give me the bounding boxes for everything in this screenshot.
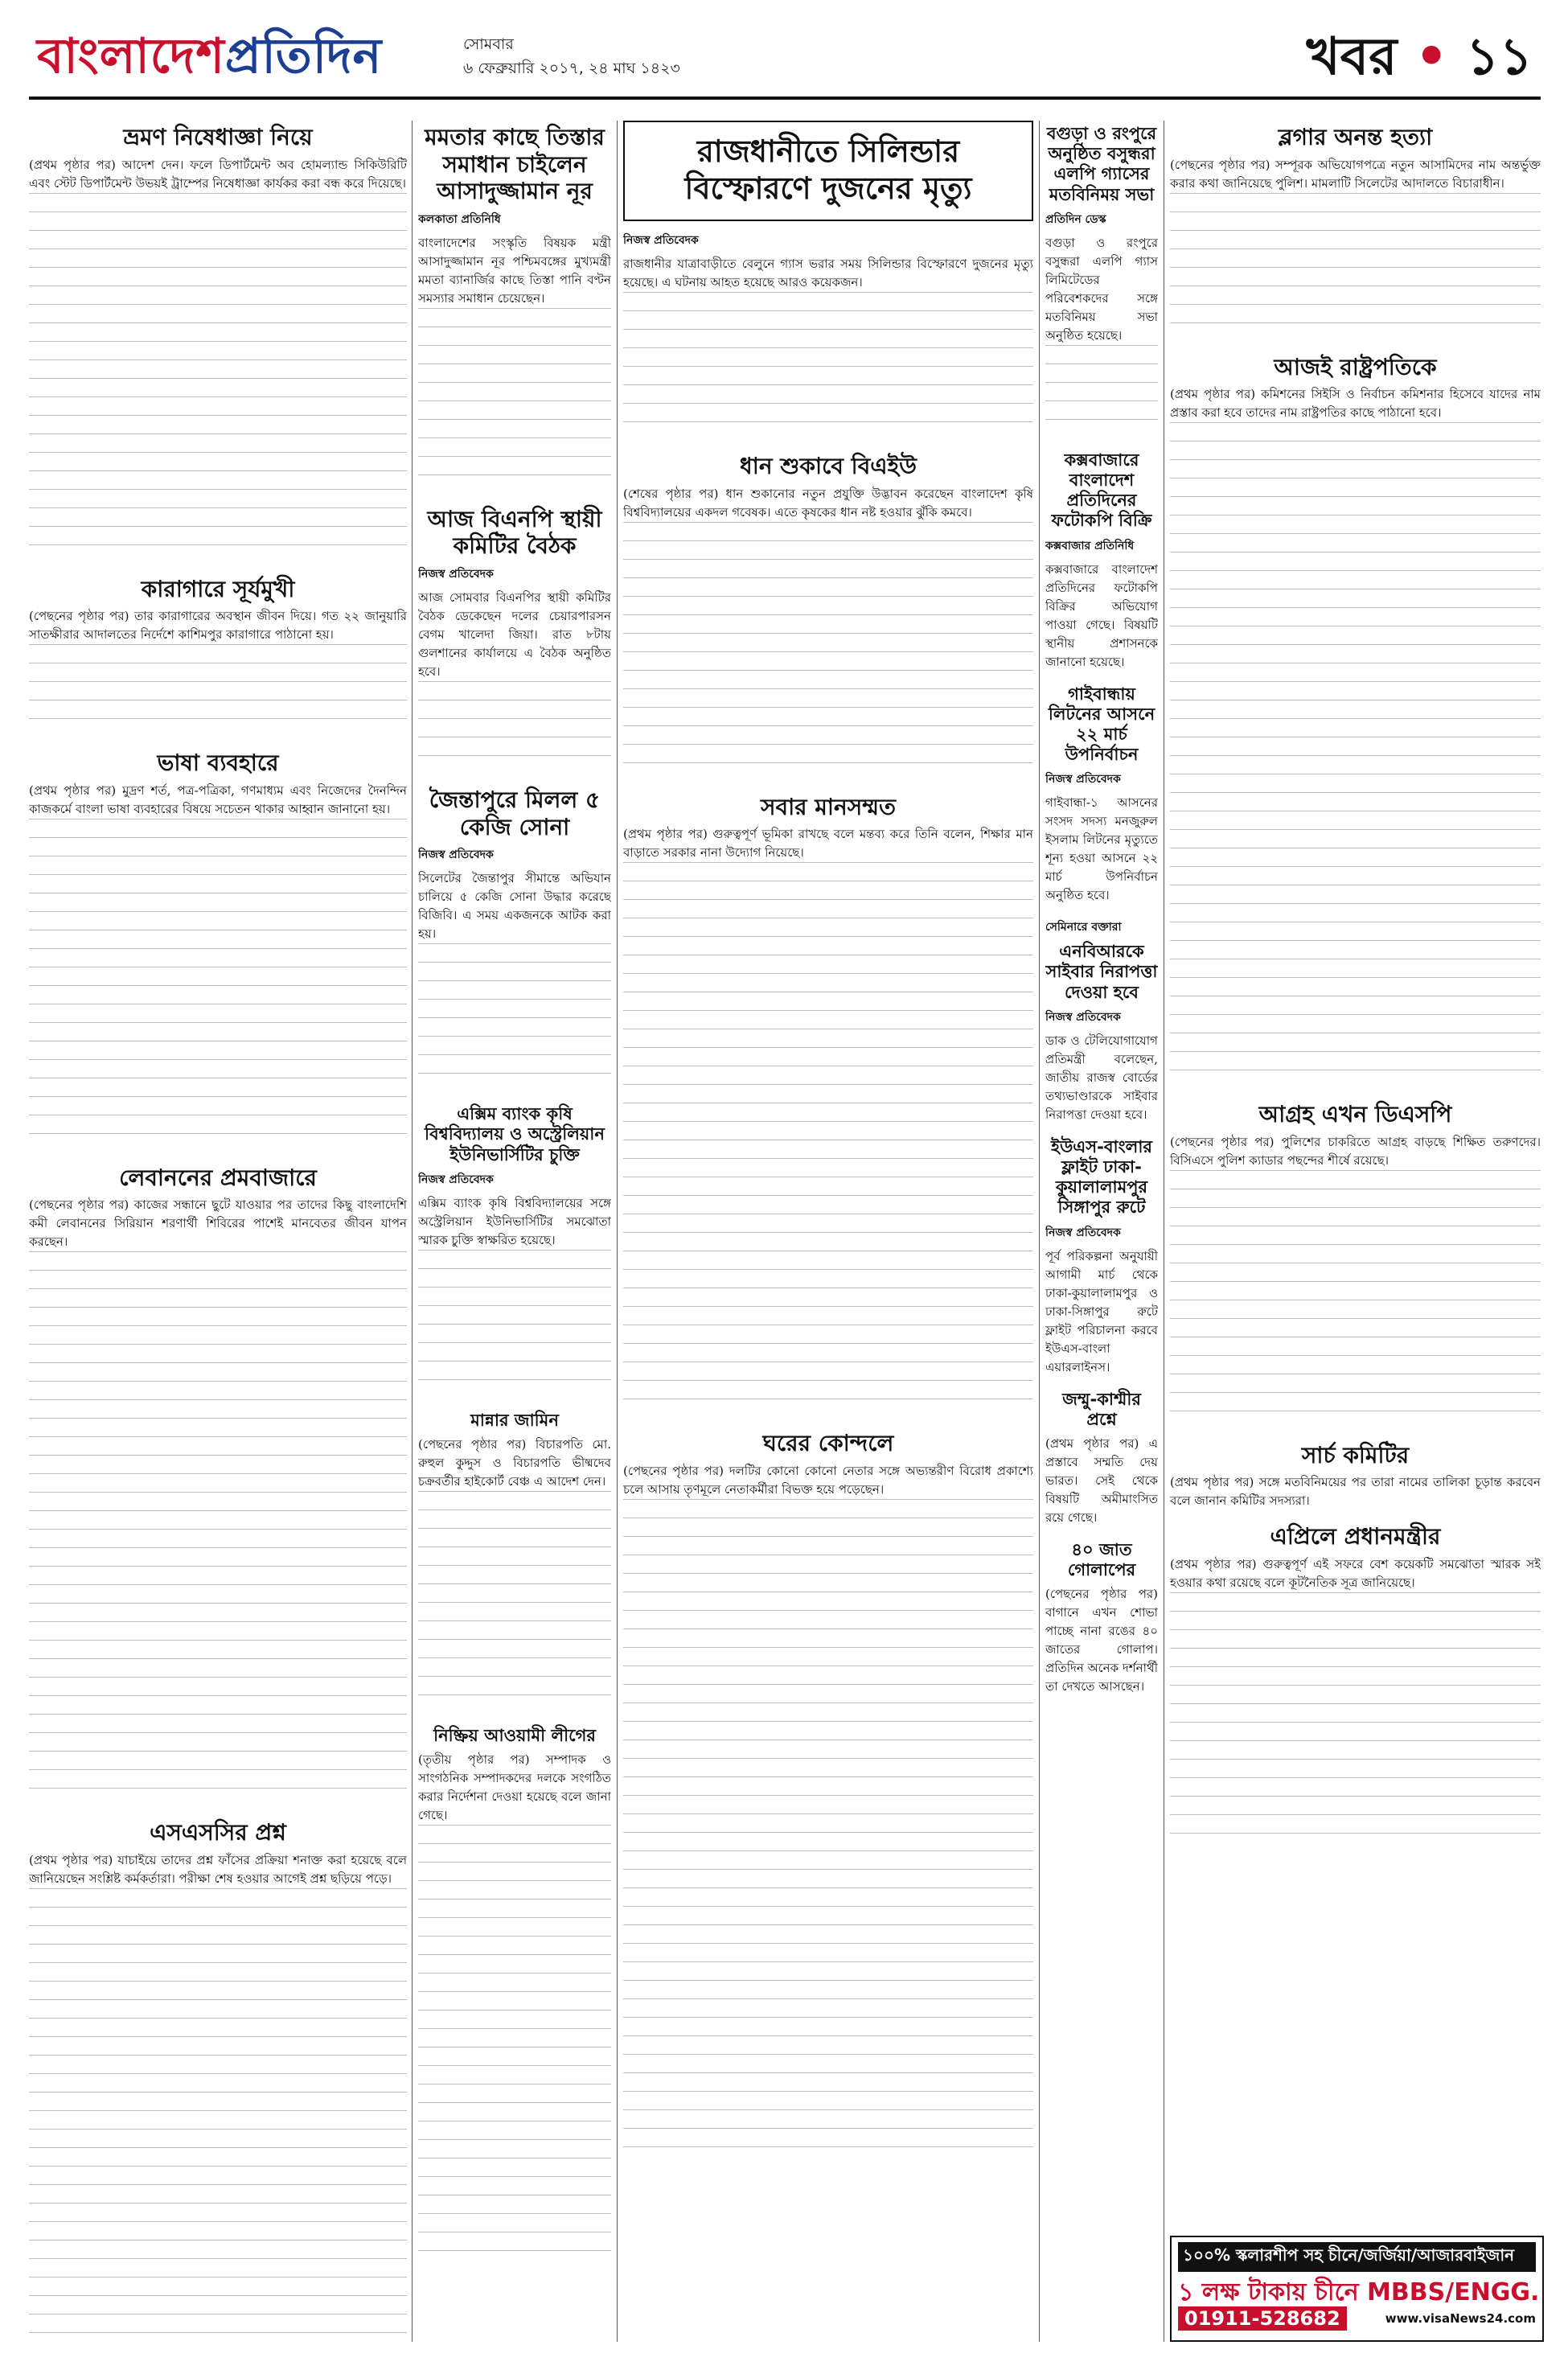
article-awami[interactable] (418, 1726, 611, 2269)
article-lead: (প্রথম পৃষ্ঠার পর) কমিশনের সিইসি ও নির্বাচন কমিশনার হিসেবে যাদের নাম প্রস্তাব করা হবে তাদের নাম রাষ্ট্রপতির কাছে পাঠানো হবে। (1170, 387, 1541, 421)
headline: কারাগারে সূর্যমুখী (141, 575, 295, 602)
byline: নিজস্ব প্রতিবেদক (1045, 1010, 1121, 1024)
article-lead: কক্সবাজারে বাংলাদেশ প্রতিদিনের ফটোকপি বিক্রির অভিযোগ পাওয়া গেছে। বিষয়টি স্থানীয় প্রশাসনকে জানানো হয়েছে। (1045, 561, 1158, 669)
article-blogger[interactable] (1170, 124, 1541, 341)
byline: নিজস্ব প্রতিবেদক (418, 567, 494, 581)
article-travel-ban[interactable] (29, 124, 407, 563)
headline: আজই রাষ্ট্রপতিকে (1274, 353, 1437, 380)
ad-website: www.visaNews24.com (1385, 2311, 1536, 2326)
page-number: ১১ (1465, 27, 1533, 87)
headline: মান্নার জামিন (470, 1410, 559, 1430)
ad-line-1: ১০০% স্কলারশীপ সহ চীনে/জর্জিয়া/আজারবাইজান (1178, 2242, 1536, 2272)
headline: এনবিআরকে সাইবার নিরাপত্তা দেওয়া হবে (1045, 942, 1158, 1002)
bullet-dot-icon: • (1414, 27, 1448, 87)
article-text-lines (29, 1251, 407, 1806)
column-4 (1045, 121, 1158, 2342)
article-text-lines (418, 1250, 611, 1398)
article-urgent[interactable] (1170, 1101, 1541, 1429)
headline: লেবাননের প্রমবাজারে (119, 1164, 317, 1191)
article-lead: (প্রথম পৃষ্ঠার পর) গুরুত্বপূর্ণ এই সফরে বেশ কয়েকটি সমঝোতা স্মারক সই হওয়ার কথা রয়েছে বলে কূটনৈতিক সূত্র জানিয়েছে। (1170, 1556, 1541, 1590)
article-lead: বাংলাদেশের সংস্কৃতি বিষয়ক মন্ত্রী আসাদুজ্জামান নূর পশ্চিমবঙ্গের মুখ্যমন্ত্রী মমতা ব্যানার্জির কাছে তিস্তা পানি বণ্টন সমস্যার সমাধান চেয়েছেন। (418, 235, 611, 306)
column-3 (623, 121, 1033, 2342)
article-lead: বগুড়া ও রংপুরে বসুন্ধরা এলপি গ্যাস লিমিটেডের পরিবেশকদের সঙ্গে মতবিনিময় সভা অনুষ্ঠিত হয়েছে। (1045, 235, 1158, 343)
article-lead: (প্রথম পৃষ্ঠার পর) সঙ্গে মতবিনিময়ের পর তারা নামের তালিকা চূড়ান্ত করবেন বলে জানান কমিটির সদস্যরা। (1170, 1475, 1541, 1509)
headline: সবার মানসম্মত (760, 793, 897, 820)
headline: জৈন্তাপুরে মিলল ৫ কেজি সোনা (429, 786, 601, 840)
headline: আজ বিএনপি স্থায়ী কমিটির বৈঠক (427, 505, 602, 560)
dateline (463, 32, 680, 80)
article-lead: পূর্ব পরিকল্পনা অনুযায়ী আগামী মার্চ থেকে ঢাকা-কুয়ালালামপুর ও ঢাকা-সিঙ্গাপুর রুটে ফ্লাইট পরিচালনা করবে ইউএস-বাংলা এয়ারলাইনস। (1045, 1248, 1158, 1374)
column-5 (1170, 121, 1541, 2221)
article-lead: (পেছনের পৃষ্ঠার পর) বাগানে এখন শোভা পাচ্ছে নানা রঙের ৪০ জাতের গোলাপ। প্রতিদিন অনেক দর্শনার্থী তা দেখতে আসছেন। (1045, 1587, 1158, 1694)
article-text-lines (1170, 1592, 1541, 1851)
headline: মমতার কাছে তিস্তার সমাধান চাইলেন আসাদুজ্জামান নূর (425, 124, 605, 205)
headline: ৪০ জাত গোলাপের (1067, 1539, 1136, 1580)
article-manna[interactable] (418, 1411, 611, 1713)
article-lead: রাজধানীর যাত্রাবাড়ীতে বেলুনে গ্যাস ভরার সময় সিলিন্ডার বিস্ফোরণে দুজনের মৃত্যু হয়েছে। এ ঘটনায় আহত হয়েছে আরও কয়েকজন। (623, 257, 1033, 290)
article-teesta[interactable] (418, 124, 611, 493)
article-lead: (পেছনের পৃষ্ঠার পর) বিচারপতি মো. রুহুল কুদ্দুস ও বিচারপতি ভীষ্মদেব চক্রবর্তীর হাইকোর্ট বেঞ্চ এ আদেশ দেন। (418, 1436, 611, 1489)
article-text-lines (29, 193, 407, 563)
article-text-lines (418, 1491, 611, 1713)
article-lead: আজ সোমবার বিএনপির স্থায়ী কমিটির বৈঠক ডেকেছেন দলের চেয়ারপারসন বেগম খালেদা জিয়া। রাত ৮টায় গুলশানের কার্যালয়ে এ বৈঠক অনুষ্ঠিত হবে। (418, 589, 611, 679)
article-lead: (প্রথম পৃষ্ঠার পর) এ প্রস্তাবে সম্মতি দেয় ভারত। সেই থেকে বিষয়টি অমীমাংসিত রয়ে গেছে। (1045, 1435, 1158, 1525)
date: ৬ ফেব্রুয়ারি ২০১৭, ২৪ মাঘ ১৪২৩ (463, 60, 680, 77)
headline: ধান শুকাবে বিএইউ (740, 453, 917, 480)
column-divider (1039, 121, 1040, 2342)
article-lead: এক্সিম ব্যাংক কৃষি বিশ্ববিদ্যালয়ের সঙ্গে অস্ট্রেলিয়ান ইউনিভার্সিটির সমঝোতা স্মারক চুক্তি স্বাক্ষরিত হয়েছে। (418, 1195, 611, 1247)
article-kashmir[interactable] (1045, 1390, 1158, 1527)
article-text-lines (623, 292, 1033, 440)
masthead (29, 11, 1541, 100)
headline: রাজধানীতে সিলিন্ডার বিস্ফোরণে দুজনের মৃত্যু (684, 133, 972, 206)
section-name: খবর (1306, 27, 1398, 87)
article-lead: (পেছনের পৃষ্ঠার পর) পুলিশের চাকরিতে আগ্রহ বাড়ছে শিক্ষিত তরুণদের। বিসিএসে পুলিশ ক্যাডার পছন্দের শীর্ষে রয়েছে। (1170, 1134, 1541, 1168)
headline: আগ্রহ এখন ডিএসপি (1258, 1101, 1452, 1128)
article-jail[interactable] (29, 576, 407, 737)
article-lead: (প্রথম পৃষ্ঠার পর) মুদ্রণ শর্ত, পত্র-পত্রিকা, গণমাধ্যম এবং নিজেদের দৈনন্দিন কাজকর্মে বাংলা ভাষা ব্যবহারের বিষয়ে সচেতন থাকার আহ্বান জানানো হয়। (29, 782, 407, 816)
weekday: সোমবার (463, 35, 514, 53)
article-home[interactable] (623, 1430, 1033, 2165)
headline: নিষ্ক্রিয় আওয়ামী লীগের (433, 1725, 596, 1745)
column-1 (29, 121, 407, 2342)
headline: কক্সবাজারে বাংলাদেশ প্রতিদিনের ফটোকপি বিক্রি (1051, 450, 1152, 531)
article-lead: (পেছনের পৃষ্ঠার পর) তার কারাগারের অবস্থান জীবন দিয়ে। গত ২২ জানুয়ারি সাতক্ষীরার আদালতের নির্দেশে কাশিমপুর কারাগারে পাঠানো হয়। (29, 609, 407, 643)
article-lead: (পেছনের পৃষ্ঠার পর) কাজের সন্ধানে ছুটে যাওয়ার পর তাদের কিছু বাংলাদেশি কমী লেবাননের সিরিয়ান শরণার্থী শিবিরের পাশেই মানবেতর জীবন যাপন করছেন। (29, 1197, 407, 1250)
article-text-lines (418, 1825, 611, 2269)
article-text-lines (1170, 193, 1541, 341)
logo-part-2: প্রতিদিন (224, 28, 383, 84)
article-text-lines (1170, 422, 1541, 1088)
byline: নিজস্ব প্রতিবেদক (1045, 1226, 1121, 1239)
article-lead: সিলেটের জৈন্তাপুর সীমান্তে অভিযান চালিয়ে ৫ কেজি সোনা উদ্ধার করেছে বিজিবি। এ সময় একজনকে আটক করা হয়। (418, 871, 611, 942)
article-gaibandha[interactable] (1045, 684, 1158, 906)
column-divider (617, 121, 618, 2342)
article-coxs[interactable] (1045, 450, 1158, 672)
headline-box (623, 121, 1033, 221)
headline: জম্মু-কাশ্মীর প্রশ্নে (1062, 1389, 1141, 1429)
article-gold[interactable] (418, 787, 611, 1091)
article-text-lines (418, 681, 611, 774)
article-president[interactable] (1170, 354, 1541, 1089)
headline: ঘরের কোন্দলে (762, 1430, 894, 1457)
article-lead: গাইবান্ধা-১ আসনের সংসদ সদস্য মনজুরুল ইসলাম লিটনের মৃত্যুতে শূন্য হওয়া আসনে ২২ মার্চ উপনির্বাচন অনুষ্ঠিত হবে। (1045, 795, 1158, 903)
article-lebanon[interactable] (29, 1164, 407, 1807)
article-lead: (প্রথম পৃষ্ঠার পর) আদেশ দেন। ফলে ডিপার্টমেন্ট অব হোমল্যান্ড সিকিউরিটি এবং স্টেট ডিপার্টমেন্ট উভয়ই ট্রাম্পের নিষেধাজ্ঞা কার্যকর করা বন্ধ করে দিয়েছে। (29, 157, 407, 191)
article-text-lines (623, 862, 1033, 1417)
article-rose[interactable] (1045, 1540, 1158, 1696)
column-divider (412, 121, 413, 2342)
article-bnp[interactable] (418, 506, 611, 774)
headline: ইউএস-বাংলার ফ্লাইট ঢাকা-কুয়ালালামপুর সিঙ্গাপুর রুটে (1051, 1136, 1152, 1218)
article-lead: ডাক ও টেলিযোগাযোগ প্রতিমন্ত্রী বলেছেন, জাতীয় রাজস্ব বোর্ডের তথ্যভাণ্ডারকে সাইবার নিরাপত্তা দেওয়া হবে। (1045, 1033, 1158, 1122)
article-search[interactable] (1170, 1442, 1541, 1511)
article-text-lines (1045, 345, 1158, 437)
byline: নিজস্ব প্রতিবেদক (418, 1173, 494, 1186)
advertisement[interactable] (1170, 2236, 1544, 2342)
article-text-lines (623, 1499, 1033, 2165)
article-text-lines (418, 308, 611, 493)
article-text-lines (623, 522, 1033, 781)
headline: এসএসসির প্রশ্ন (150, 1819, 286, 1846)
headline: ভাষা ব্যবহারে (157, 750, 279, 777)
column-2 (418, 121, 611, 2342)
logo-part-1: বাংলাদেশ (37, 28, 225, 84)
article-lead: (শেষের পৃষ্ঠার পর) ধান শুকানোর নতুন প্রযুক্তি উদ্ভাবন করেছেন বাংলাদেশ কৃষি বিশ্ববিদ্যালয়ের একদল গবেষক। এতে কৃষকের ধান নষ্ট হওয়ার ঝুঁকি কমবে। (623, 486, 1033, 520)
headline: ভ্রমণ নিষেধাজ্ঞা নিয়ে (123, 124, 313, 150)
article-text-lines (29, 644, 407, 737)
headline: ব্লগার অনন্ত হত্যা (1278, 124, 1433, 150)
article-bogura[interactable] (1045, 124, 1158, 437)
ad-phone: 01911-528682 (1178, 2306, 1347, 2331)
ad-line-2: ১ লক্ষ টাকায় চীনে MBBS/ENGG. (1178, 2278, 1540, 2306)
byline: প্রতিদিন ডেস্ক (1045, 212, 1106, 226)
article-lead: (প্রথম পৃষ্ঠার পর) যাচাইয়ে তাদের প্রশ্ন ফাঁসের প্রক্রিয়া শনাক্ত করা হয়েছে বলে জানিয়েছেন সংশ্লিষ্ট কর্মকর্তারা। পরীক্ষা শেষ হওয়ার আগেই প্রশ্ন ছড়িয়ে পড়ে। (29, 1852, 407, 1886)
byline: নিজস্ব প্রতিবেদক (1045, 773, 1121, 787)
byline: কলকাতা প্রতিনিধি (418, 212, 501, 226)
article-ssc[interactable] (29, 1819, 407, 2342)
article-lead: (প্রথম পৃষ্ঠার পর) গুরুত্বপূর্ণ ভূমিকা রাখছে বলে মন্তব্য করে তিনি বলেন, শিক্ষার মান বাড়াতে সরকার নানা উদ্যোগ নিয়েছে। (623, 827, 1033, 860)
article-flight[interactable] (1045, 1137, 1158, 1377)
article-cyber[interactable] (1045, 918, 1158, 1124)
article-text-lines (29, 819, 407, 1152)
article-exim[interactable] (418, 1104, 611, 1398)
headline: এক্সিম ব্যাংক কৃষি বিশ্ববিদ্যালয় ও অস্ট্রেলিয়ান ইউনিভার্সিটির চুক্তি (425, 1104, 605, 1164)
article-language[interactable] (29, 750, 407, 1152)
byline: কক্সবাজার প্রতিনিধি (1045, 539, 1135, 552)
article-quality[interactable] (623, 794, 1033, 1418)
newspaper-logo (37, 19, 382, 100)
headline: গাইবান্ধায় লিটনের আসনে ২২ মার্চ উপনির্বাচন (1048, 684, 1155, 765)
headline: এপ্রিলে প্রধানমন্ত্রীর (1270, 1523, 1441, 1550)
article-cylinder[interactable] (623, 121, 1033, 440)
kicker: সেমিনারে বক্তারা (1045, 921, 1122, 934)
headline: সার্চ কমিটির (1301, 1441, 1410, 1468)
article-lead: (পেছনের পৃষ্ঠার পর) সম্পূরক অভিযোগপত্রে নতুন আসামিদের নাম অন্তর্ভুক্ত করার কথা জানিয়েছে পুলিশ। মামলাটি সিলেটের আদালতে বিচারাধীন। (1170, 157, 1541, 191)
article-lead: (তৃতীয় পৃষ্ঠার পর) সম্পাদক ও সাংগঠনিক সম্পাদকদের দলকে সংগঠিত করার নির্দেশনা দেওয়া হয়েছে বলে জানা গেছে। (418, 1752, 611, 1823)
article-pm[interactable] (1170, 1523, 1541, 1851)
article-text-lines (1170, 1170, 1541, 1429)
article-lead: (পেছনের পৃষ্ঠার পর) দলটির কোনো কোনো নেতার সঙ্গে অভ্যন্তরীণ বিরোধ প্রকাশ্যে চলে আসায় তৃণমূলে নেতাকর্মীরা বিভক্ত হয়ে পড়েছেন। (623, 1463, 1033, 1497)
article-paddy[interactable] (623, 453, 1033, 781)
article-text-lines (29, 1888, 407, 2342)
headline: বগুড়া ও রংপুরে অনুষ্ঠিত বসুন্ধরা এলপি গ্যাসের মতবিনিময় সভা (1046, 124, 1157, 204)
byline: নিজস্ব প্রতিবেদক (418, 848, 494, 862)
article-text-lines (418, 943, 611, 1091)
page-label (1307, 18, 1533, 104)
byline: নিজস্ব প্রতিবেদক (623, 234, 699, 248)
